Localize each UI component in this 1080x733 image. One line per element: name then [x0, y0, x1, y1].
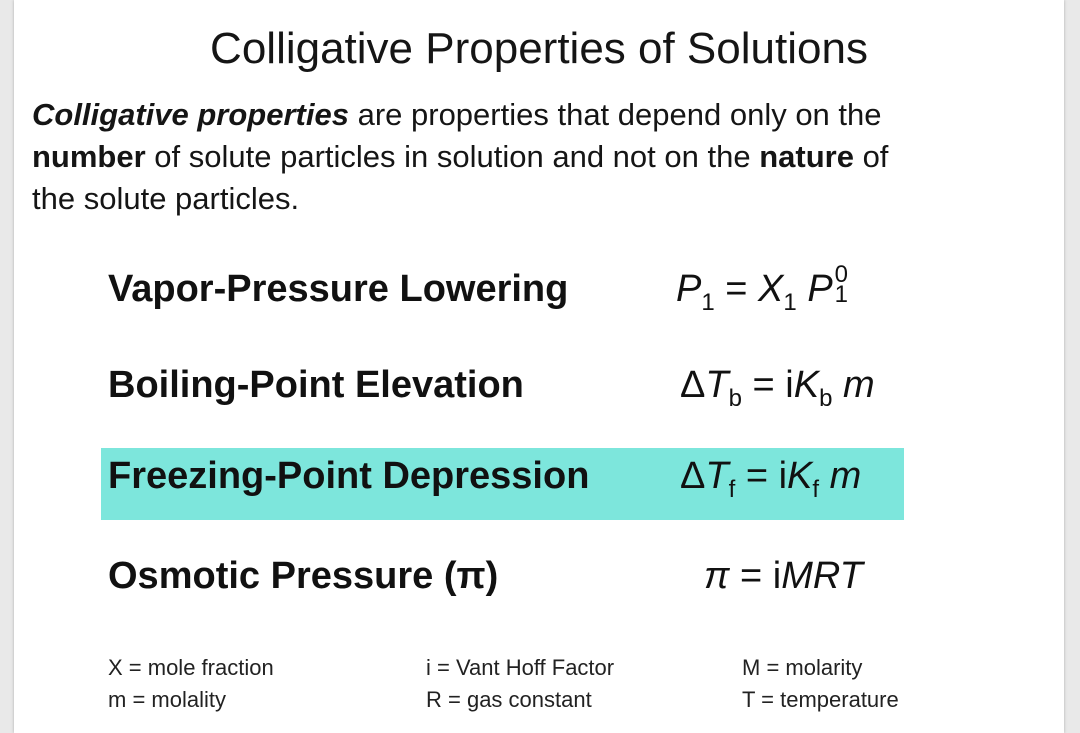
intro-paragraph: [32, 94, 1032, 220]
intro-text-3: of: [853, 139, 889, 174]
legend-item: T = temperature: [742, 687, 899, 712]
intro-bold-number: number: [32, 139, 146, 174]
intro-bold-nature: nature: [759, 139, 854, 174]
legend-column-2: [426, 652, 614, 716]
slide-title: Colligative Properties of Solutions: [210, 24, 868, 73]
intro-text-1: are properties that depend only on the: [348, 97, 882, 132]
legend-item: R = gas constant: [426, 687, 592, 712]
intro-term: Colligative properties: [32, 97, 349, 132]
legend-item: m = molality: [108, 687, 226, 712]
legend-column-1: [108, 652, 274, 716]
equation-osmotic-pressure: π = iMRT: [704, 555, 863, 597]
legend-column-3: [742, 652, 899, 716]
legend-item: M = molarity: [742, 655, 863, 680]
legend-item: i = Vant Hoff Factor: [426, 655, 615, 680]
equation-freezing-point: $\Delta T_f = iK_f$ m: [680, 455, 862, 503]
property-row-freezing-point: [108, 440, 908, 512]
intro-text-2: of solute particles in solution and not on the: [145, 139, 760, 174]
property-name: Osmotic Pressure (π): [108, 555, 499, 597]
property-name: Vapor-Pressure Lowering: [108, 268, 569, 310]
property-name: Boiling-Point Elevation: [108, 364, 524, 406]
property-row-vapor-pressure: [108, 253, 908, 325]
equation-vapor-pressure: $P_1 = X_1$ P 0 1: [676, 261, 849, 316]
slide: [14, 0, 1064, 733]
intro-text-4: the solute particles.: [32, 181, 300, 216]
property-name: Freezing-Point Depression: [108, 455, 590, 497]
legend-item: X = mole fraction: [108, 655, 274, 680]
property-row-boiling-point: [108, 349, 908, 421]
equation-boiling-point: $\Delta T_b = iK_b$ m: [680, 364, 875, 412]
property-row-osmotic-pressure: [108, 540, 908, 612]
